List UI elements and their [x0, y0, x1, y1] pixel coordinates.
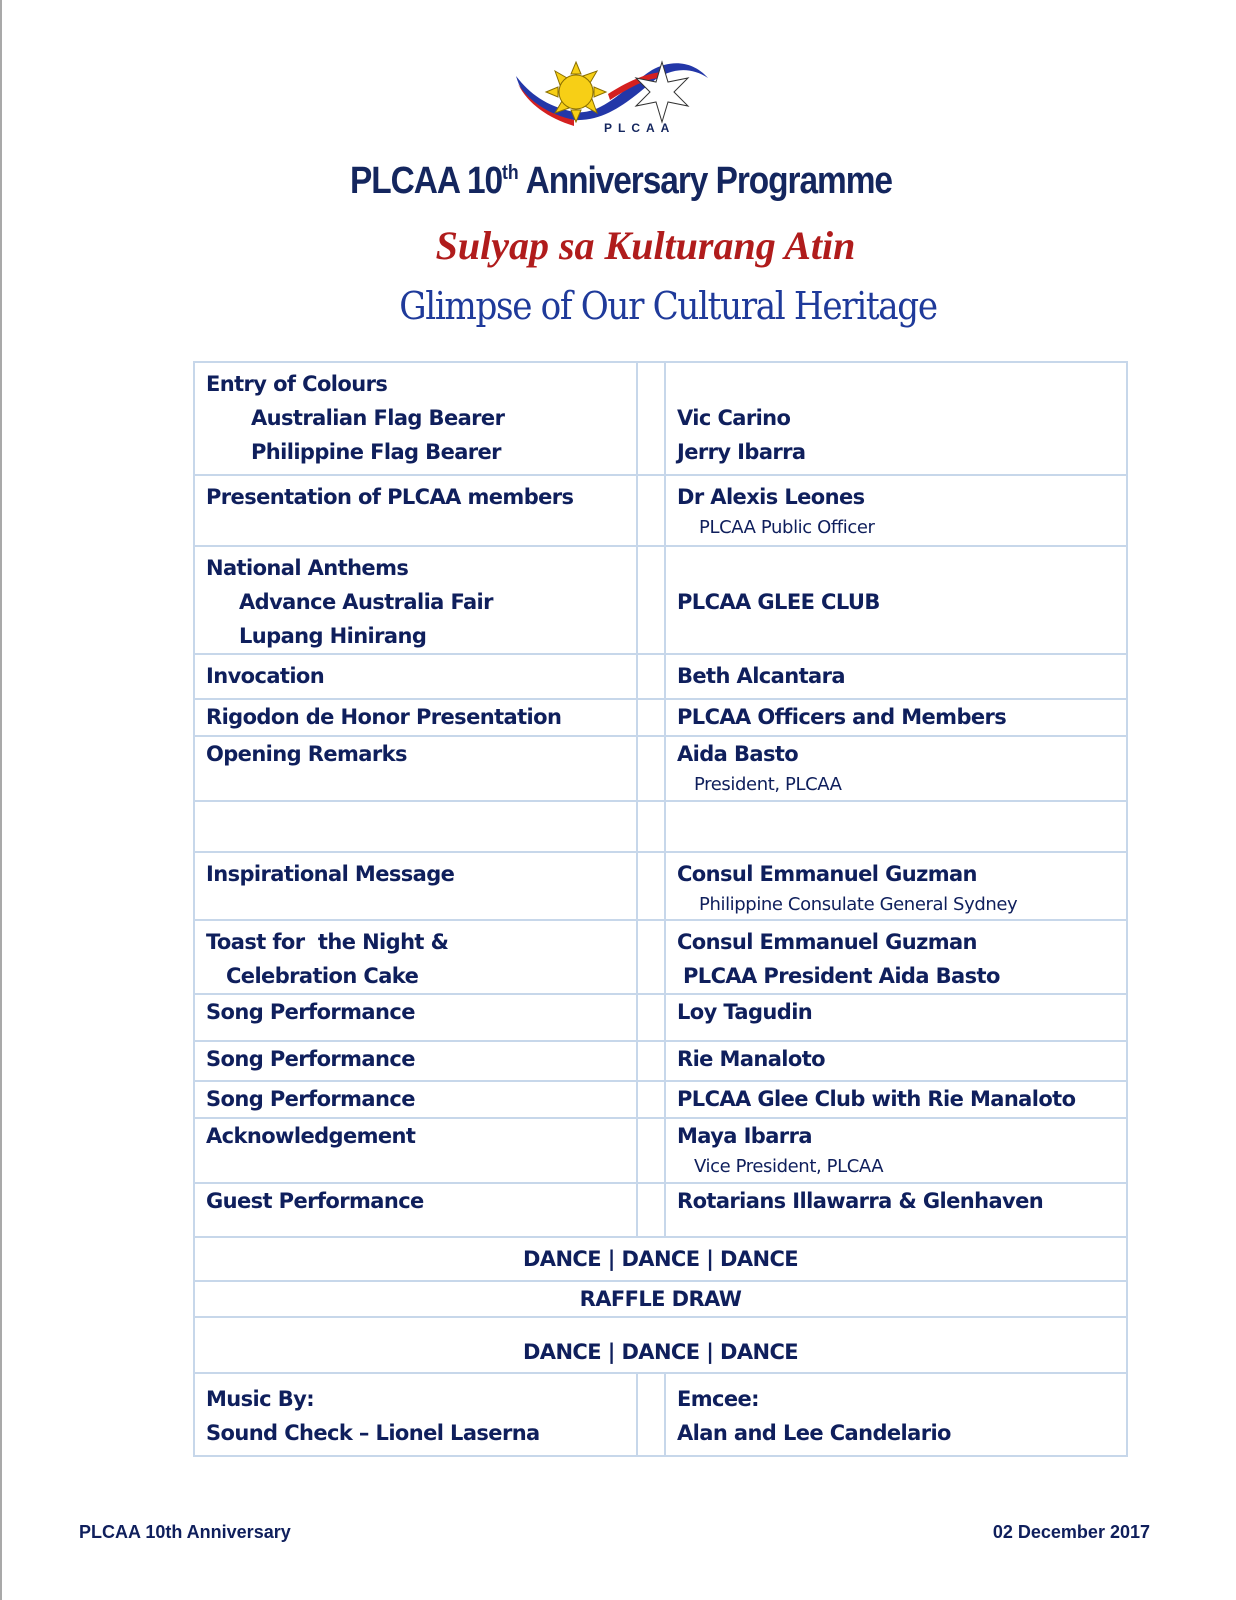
person-name: Consul Emmanuel Guzman: [677, 862, 977, 886]
item-label: National Anthems: [206, 556, 409, 580]
item-sublabel: Australian Flag Bearer: [251, 406, 505, 430]
item-label: Acknowledgement: [206, 1124, 416, 1148]
table-row-full: [194, 1317, 1127, 1373]
person-name: PLCAA Glee Club with Rie Manaloto: [677, 1087, 1076, 1111]
title-superscript: th: [502, 162, 519, 184]
page-title: [77, 160, 1165, 203]
emcee-value: Alan and Lee Candelario: [677, 1421, 951, 1445]
table-row: [194, 699, 1127, 736]
item-label: Celebration Cake: [226, 964, 419, 988]
person-name: Rie Manaloto: [677, 1047, 826, 1071]
programme-table: [193, 361, 1128, 1457]
footer-right: 02 December 2017: [992, 1522, 1150, 1542]
spacer-cell: [637, 1041, 665, 1081]
table-row: [194, 654, 1127, 699]
table-row: [194, 920, 1127, 994]
person-name: Dr Alexis Leones: [677, 485, 865, 509]
table-row-empty: [194, 801, 1127, 852]
table-row: [194, 546, 1127, 654]
music-label: Music By:: [206, 1387, 314, 1411]
person-name: Maya Ibarra: [677, 1124, 812, 1148]
footer-left: PLCAA 10th Anniversary: [79, 1522, 291, 1542]
item-label: Opening Remarks: [206, 742, 407, 766]
person-name: PLCAA GLEE CLUB: [677, 590, 880, 614]
spacer-cell: [637, 920, 665, 994]
table-row: [194, 475, 1127, 546]
subtitle-filipino: Sulyap sa Kulturang Atin: [435, 223, 856, 268]
item-label: Entry of Colours: [206, 372, 388, 396]
subtitle-english: Glimpse of Our Cultural Heritage: [399, 284, 937, 328]
title-prefix: PLCAA 10: [350, 160, 503, 202]
spacer-cell: [637, 1183, 665, 1237]
title-suffix: Anniversary Programme: [518, 160, 892, 202]
table-row-full: [194, 1237, 1127, 1281]
spacer-cell: [637, 852, 665, 920]
plcaa-logo: [512, 48, 712, 136]
spacer-cell: [637, 736, 665, 801]
spacer-cell: [637, 801, 665, 852]
person-name: PLCAA Officers and Members: [677, 705, 1007, 729]
table-row: [194, 1081, 1127, 1118]
item-label: Presentation of PLCAA members: [206, 485, 574, 509]
table-row-full: [194, 1281, 1127, 1317]
person-role: Vice President, PLCAA: [694, 1156, 884, 1177]
dance-banner: DANCE | DANCE | DANCE: [522, 1340, 799, 1364]
table-row: [194, 1041, 1127, 1081]
emcee-label: Emcee:: [677, 1387, 759, 1411]
spacer-cell: [637, 1081, 665, 1118]
person-role: PLCAA Public Officer: [699, 517, 875, 538]
spacer-cell: [637, 1118, 665, 1183]
music-value: Sound Check – Lionel Laserna: [206, 1421, 540, 1445]
item-sublabel: Advance Australia Fair: [239, 590, 493, 614]
person-name: Beth Alcantara: [677, 664, 845, 688]
item-label: Song Performance: [206, 1000, 415, 1024]
person-name: PLCAA President Aida Basto: [683, 964, 1000, 988]
logo-emblem-icon: [512, 48, 712, 136]
spacer-cell: [637, 994, 665, 1041]
item-label: Rigodon de Honor Presentation: [206, 705, 562, 729]
item-sublabel: Lupang Hinirang: [239, 624, 427, 648]
table-row: [194, 1118, 1127, 1183]
person-name: Rotarians Illawarra & Glenhaven: [677, 1189, 1044, 1213]
person-role: Philippine Consulate General Sydney: [699, 894, 1018, 915]
item-label: Inspirational Message: [206, 862, 455, 886]
spacer-cell: [637, 654, 665, 699]
spacer-cell: [637, 475, 665, 546]
item-sublabel: Philippine Flag Bearer: [251, 440, 501, 464]
table-row: [194, 736, 1127, 801]
dance-banner: DANCE | DANCE | DANCE: [522, 1247, 799, 1271]
table-row: [194, 1183, 1127, 1237]
item-label: Invocation: [206, 664, 325, 688]
person-name: Aida Basto: [677, 742, 799, 766]
person-name: Loy Tagudin: [677, 1000, 813, 1024]
item-label: Song Performance: [206, 1047, 415, 1071]
item-label: Song Performance: [206, 1087, 415, 1111]
spacer-cell: [637, 699, 665, 736]
table-row: [194, 994, 1127, 1041]
person-name: Vic Carino: [677, 406, 791, 430]
person-role: President, PLCAA: [694, 774, 842, 795]
spacer-cell: [637, 362, 665, 475]
person-name: Jerry Ibarra: [677, 440, 806, 464]
logo-text: PLCAA: [604, 121, 676, 135]
table-row: [194, 852, 1127, 920]
raffle-banner: RAFFLE DRAW: [579, 1287, 742, 1311]
table-row: [194, 362, 1127, 475]
spacer-cell: [637, 546, 665, 654]
table-row: [194, 1373, 1127, 1456]
item-label: Guest Performance: [206, 1189, 424, 1213]
person-name: Consul Emmanuel Guzman: [677, 930, 977, 954]
spacer-cell: [637, 1373, 665, 1456]
item-label: Toast for the Night &: [206, 930, 449, 954]
